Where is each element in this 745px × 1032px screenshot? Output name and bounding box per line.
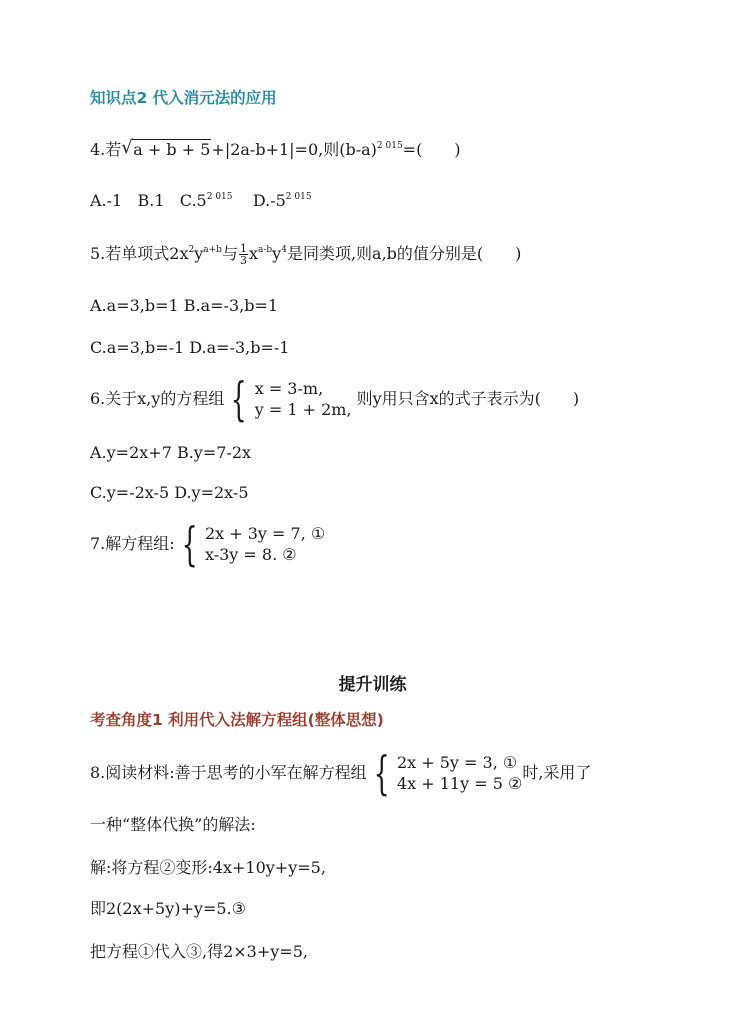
brace-icon: { [231,372,248,426]
radicand: a + b + 5 [133,140,211,159]
exp: 2 [188,245,195,255]
subsection-heading: 考查角度1 利用代入法解方程组(整体思想) [90,711,384,729]
q4-condition: +|2a-b+1|=0,则(b-a) [211,140,377,159]
option-c: C.5 [179,191,207,210]
denominator: 3 [239,254,247,267]
q4-close-paren: ) [454,140,461,159]
q8-prefix: 8.阅读材料:善于思考的小军在解方程组 [90,763,367,782]
option-c-exponent: 2 015 [206,192,233,202]
q6-tail: 则y用只含x的式子表示为( [356,389,541,408]
q4-tail: =( [402,140,423,159]
equation-1: x = 3-m, [254,379,324,398]
solution-line-4: 把方程①代入③,得2×3+y=5, [90,942,308,961]
question-4-options [90,191,312,211]
close-paren: ) [515,244,522,263]
equation-1: 2x + 3y = 7, ① [204,524,326,543]
q4-exponent: 2 015 [376,141,403,151]
fraction-one-third [239,243,248,266]
q5-tail: 是同类项,则a,b的值分别是( [286,244,484,263]
exp: a+b [203,245,222,255]
exp: a-b [257,245,273,255]
q8-tail: 时,采用了 [522,763,592,782]
question-5 [90,243,521,266]
equation-system [175,517,326,571]
var: y [272,244,282,263]
solution-line-3: 即2(2x+5y)+y=5.③ [90,899,246,918]
question-6 [90,372,580,426]
solution-line-2: 解:将方程②变形:4x+10y+y=5, [90,858,326,877]
equation-2: 4x + 11y = 5 ② [396,774,523,793]
question-8 [90,746,592,800]
q5-prefix: 5.若单项式2x [90,244,189,263]
question-5-options-row2: C.a=3,b=-1 D.a=-3,b=-1 [90,338,290,357]
radical-sign-icon: √ [121,137,133,158]
close-paren: ) [572,389,580,408]
question-4 [90,137,461,160]
exp: 4 [281,245,287,255]
section-heading: 知识点2 代入消元法的应用 [90,89,277,107]
equation-system [367,746,523,800]
q6-prefix: 6.关于x,y的方程组 [90,389,225,408]
section-title: 提升训练 [338,675,407,695]
solution-line-1: 一种“整体代换”的解法: [90,815,256,834]
q7-prefix: 7.解方程组: [90,534,175,553]
equation-1: 2x + 5y = 3, ① [396,753,518,772]
option-d-exponent: 2 015 [285,192,312,202]
numerator: 1 [239,242,247,255]
text: 与 [221,244,238,263]
equation-2: y = 1 + 2m, [254,400,352,419]
option-d: D.-5 [252,191,286,210]
question-6-options-row2: C.y=-2x-5 D.y=2x-5 [90,483,249,502]
brace-icon: { [373,746,390,800]
question-5-options-row1: A.a=3,b=1 B.a=-3,b=1 [90,296,279,315]
option-b: B.1 [137,191,165,210]
equation-system [224,372,352,426]
var: x [248,244,258,263]
question-7 [90,517,326,571]
brace-icon: { [181,517,198,571]
q4-prefix: 4.若 [90,140,122,159]
equation-2: x-3y = 8. ② [204,545,297,564]
option-a: A.-1 [90,191,123,210]
question-6-options-row1: A.y=2x+7 B.y=7-2x [90,443,252,462]
var: y [194,244,204,263]
square-root [121,137,211,160]
